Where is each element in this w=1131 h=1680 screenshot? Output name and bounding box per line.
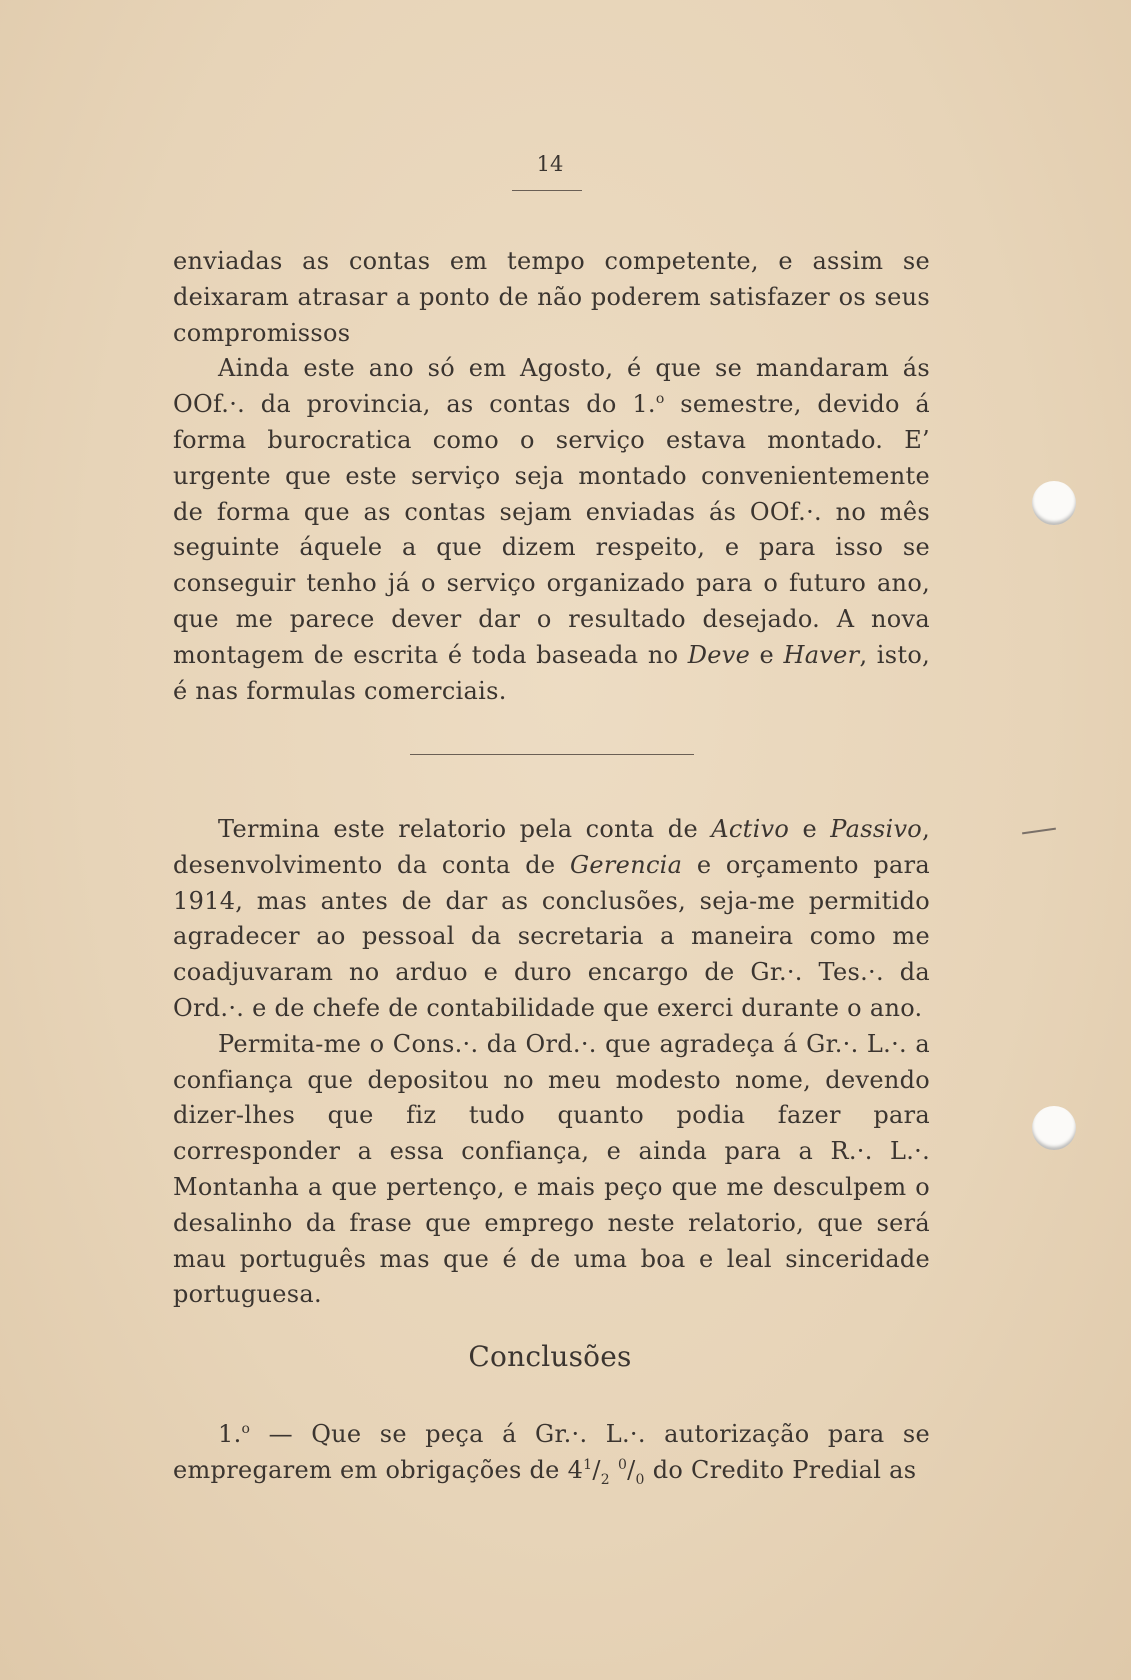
paragraph-4 [173,1027,930,1313]
paragraph-3-text-c: e orçamento para 1914, mas antes de dar as conclusões, seja-me permitido agradecer ao pessoal da secretaria a maneira como me coadjuvaram no arduo e duro encargo de Gr.·. Tes.·. da Ord.·. e de chefe de contabilidade que exerci durante o ano. [173,850,930,1022]
conclusion-text-b: do Credito Predial as [644,1455,917,1484]
binder-hole-bottom [1032,1106,1076,1150]
italic-haver: Haver [783,640,860,669]
paragraph-1 [173,244,930,351]
text-block-closing [173,812,930,1313]
percent-sup: 0 [617,1456,628,1473]
fraction-numerator: 1 [583,1456,593,1473]
conclusion-text-a: — Que se peça á Gr.·. L.·. autorização para se empregarem em obrigações de 4 [173,1420,930,1484]
italic-activo: Activo [711,815,790,843]
conclusion-ordinal-sup: o [241,1421,251,1437]
ink-mark [1022,828,1056,835]
header-rule [512,190,582,191]
italic-passivo: Passivo [830,815,923,843]
section-divider [410,754,694,755]
paragraph-3-conj: e [789,815,831,843]
paragraph-2-text-b: semestre, devido á forma burocratica como o serviço estava montado. E’ urgente que este serviço seja montado convenientemente de forma que as contas sejam enviadas ás OOf.·. no mês seguinte áquele a que dizem respeito, e para isso se conseguir tenho já o serviço organizado para o futuro ano, que me parece dever dar o resultado desejado. A nova montagem de escrita é toda baseada no [173,390,930,669]
paragraph-3 [173,812,930,1027]
paragraph-4-text: Permita-me o Cons.·. da Ord.·. que agradeça á Gr.·. L.·. a confiança que depositou no meu modesto nome, devendo dizer-lhes que fiz tudo quanto podia fazer para corresponder a essa confiança, e ainda para a R.·. L.·. Montanha a que pertenço, e mais peço que me desculpem o desalinho da frase que emprego neste relatorio, que será mau português mas que é de uma boa e leal sinceridade portuguesa. [173,1029,930,1309]
italic-gerencia: Gerencia [569,850,683,879]
text-block-conclusions [173,1417,930,1489]
paragraph-3-text-a: Termina este relatorio pela conta de [218,815,712,843]
binder-hole-top [1032,481,1076,525]
section-heading: Conclusões [468,1340,632,1373]
percent-sub: 0 [635,1471,645,1488]
italic-deve: Deve [687,640,751,669]
paragraph-2 [173,351,930,709]
page-number: 14 [536,152,564,176]
fraction-denominator: 2 [600,1471,610,1488]
paragraph-3-text-b: , desenvolvimento da conta de [173,815,930,879]
conclusion-number: 1. [218,1420,242,1448]
paragraph-2-text-c: , isto, é nas formulas comerciais. [173,640,930,705]
text-block-intro [173,244,930,709]
ordinal-superscript: o [655,391,665,408]
paragraph-2-text-a: Ainda este ano só em Agosto, é que se mandaram ás OOf.·. da provincia, as contas do 1. [173,354,930,419]
paragraph-1-text: enviadas as contas em tempo competente, e assim se deixaram atrasar a ponto de não poderem satisfazer os seus compromissos [173,247,930,347]
paragraph-2-conj: e [750,640,784,669]
conclusion-item-1: 1.$^o$ — Que se peça á Gr.·. L.·. autorização para se empregarem em obrigações de $4^1/_2$ $^0/_0$ do Credito Predial as [173,1420,930,1488]
